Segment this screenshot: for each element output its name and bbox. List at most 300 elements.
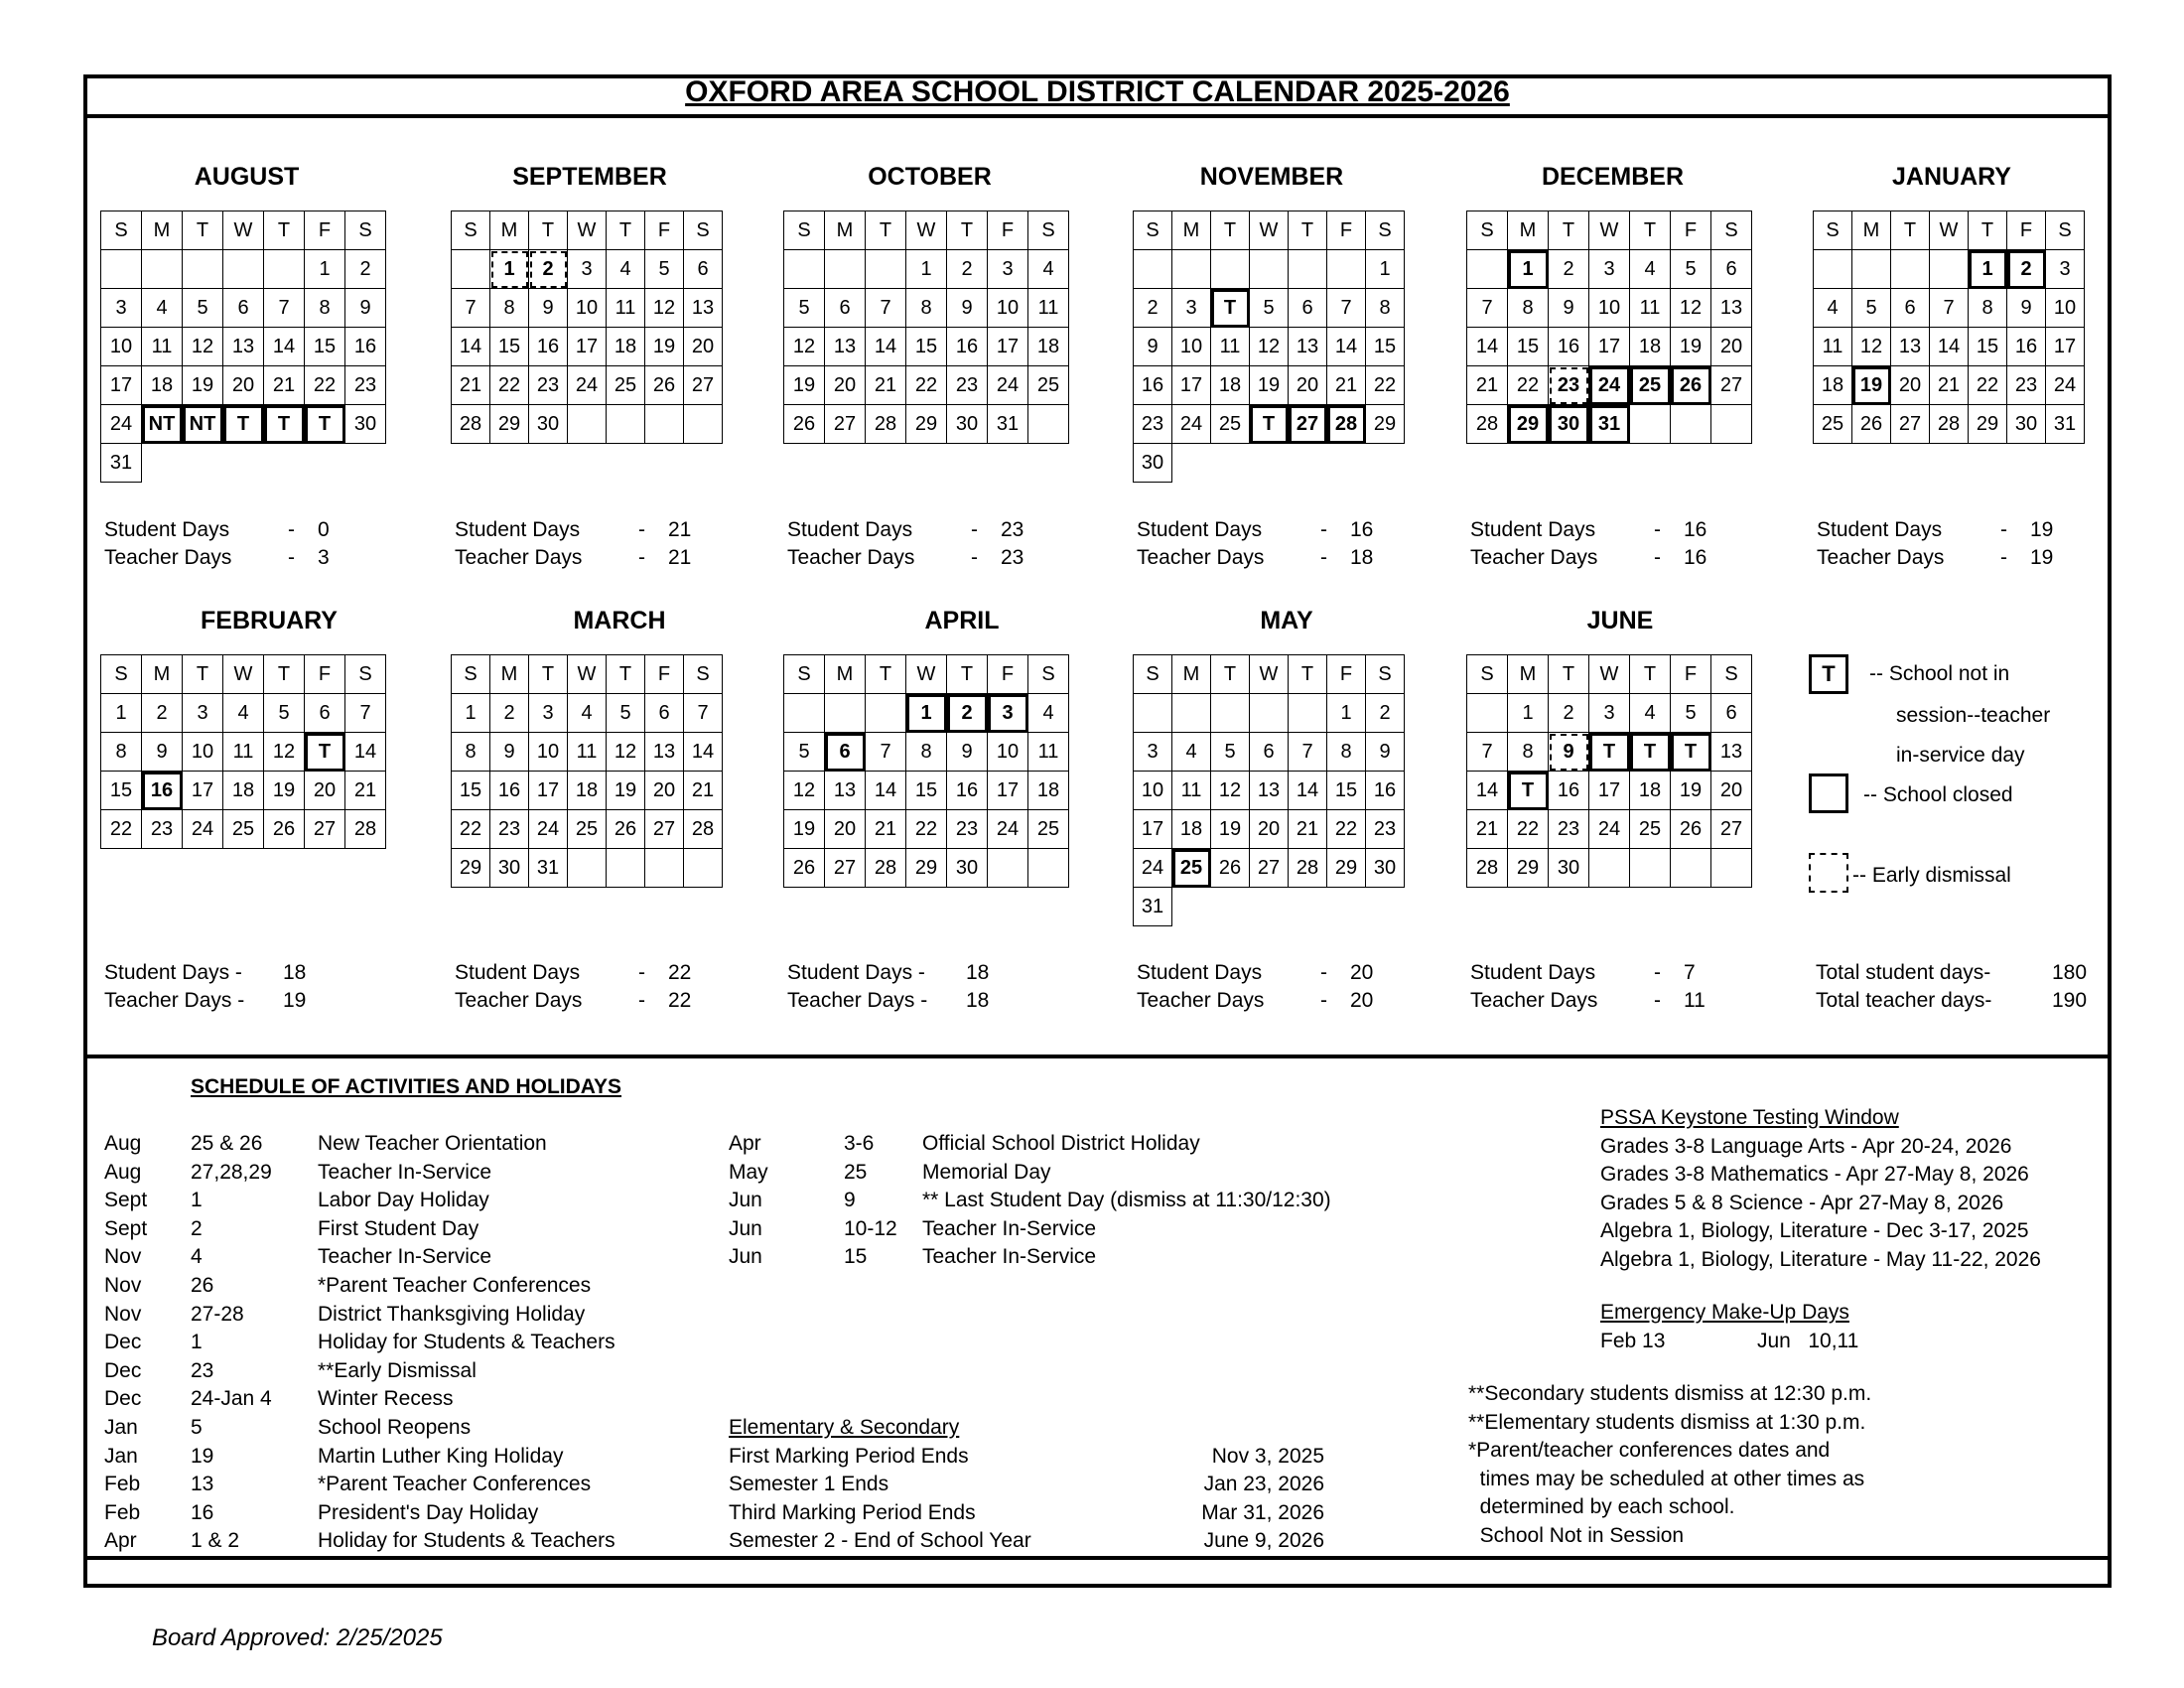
marking-label: Third Marking Period Ends (729, 1500, 976, 1524)
weekday-header: T (264, 655, 305, 694)
day-cell: 7 (684, 694, 723, 733)
teacher-days-label: Teacher Days (787, 546, 915, 569)
day-cell: 1 (1508, 694, 1549, 733)
day-cell: 28 (1467, 405, 1508, 444)
student-days-value: 16 (1684, 518, 1707, 541)
legend-t-box: T (1809, 654, 1848, 694)
schedule-row (104, 1385, 700, 1414)
day-cell: 13 (825, 328, 866, 366)
schedule-month: Apr (104, 1529, 137, 1553)
day-cell: 31 (1589, 405, 1630, 444)
empty-cell (1930, 250, 1969, 289)
day-cell: 25 (223, 810, 264, 849)
day-cell: T (1250, 405, 1289, 444)
teacher-days-value: 20 (1350, 989, 1374, 1012)
day-cell: 13 (223, 328, 264, 366)
marking-date: Mar 31, 2026 (1201, 1500, 1324, 1524)
schedule-row (104, 1301, 700, 1330)
day-counts (787, 516, 1024, 572)
day-cell: 17 (1589, 772, 1630, 810)
schedule-event: President's Day Holiday (318, 1500, 539, 1524)
empty-cell (1327, 888, 1366, 926)
empty-cell (1028, 849, 1069, 888)
day-cell: T (1508, 772, 1549, 810)
day-cell: 24 (988, 366, 1028, 405)
total-student-label: Total student days- (1816, 961, 1991, 984)
day-cell: 24 (183, 810, 223, 849)
teacher-days-label: Teacher Days (1470, 989, 1598, 1012)
day-cell: 13 (1891, 328, 1930, 366)
day-cell: 23 (947, 366, 988, 405)
day-cell: 28 (1289, 849, 1327, 888)
day-cell: 5 (607, 694, 645, 733)
day-cell: 14 (684, 733, 723, 772)
day-cell: 19 (264, 772, 305, 810)
day-cell: 16 (2007, 328, 2046, 366)
student-days-value: 20 (1350, 961, 1374, 984)
day-cell: 9 (1134, 328, 1172, 366)
day-cell: 16 (1366, 772, 1405, 810)
schedule-event: First Student Day (318, 1216, 479, 1240)
day-cell: 11 (1630, 289, 1671, 328)
day-cell: 25 (1814, 405, 1852, 444)
day-cell: 21 (866, 366, 906, 405)
day-cell: 11 (1814, 328, 1852, 366)
day-cell: 19 (1671, 772, 1711, 810)
student-days-label: Student Days - (787, 961, 925, 984)
day-cell: 29 (1969, 405, 2007, 444)
day-cell: 23 (2007, 366, 2046, 405)
weekday-header: W (1589, 211, 1630, 250)
day-cell: 26 (264, 810, 305, 849)
empty-cell (183, 250, 223, 289)
weekday-header: T (183, 655, 223, 694)
day-cell: 12 (1211, 772, 1250, 810)
day-cell: 13 (684, 289, 723, 328)
day-cell: 31 (2046, 405, 2085, 444)
student-days-dash: - (288, 518, 295, 541)
schedule-date: 25 (844, 1160, 868, 1184)
day-cell: NT (183, 405, 223, 444)
empty-cell (1327, 250, 1366, 289)
weekday-header: W (906, 655, 947, 694)
day-cell: 23 (142, 810, 183, 849)
day-cell: 23 (529, 366, 568, 405)
day-cell: 22 (1969, 366, 2007, 405)
student-days-value: 18 (966, 961, 990, 984)
day-cell: 21 (452, 366, 490, 405)
empty-cell (1289, 694, 1327, 733)
day-cell: 20 (645, 772, 684, 810)
schedule-left (104, 1130, 700, 1556)
day-cell: 8 (1508, 289, 1549, 328)
day-cell: 10 (1172, 328, 1211, 366)
schedule-date: 23 (191, 1358, 214, 1382)
day-cell: 19 (784, 366, 825, 405)
day-cell: 5 (645, 250, 684, 289)
day-cell: 19 (1671, 328, 1711, 366)
day-cell: 26 (607, 810, 645, 849)
empty-cell (1589, 849, 1630, 888)
schedule-row (104, 1527, 700, 1556)
student-days-value: 18 (283, 961, 307, 984)
day-cell: 9 (490, 733, 529, 772)
day-cell: 28 (866, 405, 906, 444)
schedule-month: Sept (104, 1216, 148, 1240)
month-september (451, 163, 723, 444)
makeup-right: Jun 10,11 (1757, 1329, 1859, 1352)
day-cell: 7 (866, 289, 906, 328)
day-cell: 9 (529, 289, 568, 328)
divider (83, 1055, 2112, 1058)
day-counts (455, 959, 691, 1015)
day-cell: 7 (1467, 733, 1508, 772)
schedule-month: Nov (104, 1273, 142, 1297)
day-cell: 2 (1134, 289, 1172, 328)
weekday-header: S (452, 211, 490, 250)
student-days-dash: - (1320, 518, 1327, 541)
day-cell: 27 (1891, 405, 1930, 444)
day-cell: 3 (988, 250, 1028, 289)
day-cell: 2 (2007, 250, 2046, 289)
day-cell: 2 (1366, 694, 1405, 733)
teacher-days-dash: - (288, 546, 295, 569)
schedule-month: Jun (729, 1245, 762, 1269)
day-cell: 22 (305, 366, 345, 405)
weekday-header: T (183, 211, 223, 250)
day-cell: 30 (1366, 849, 1405, 888)
day-cell: 22 (1327, 810, 1366, 849)
day-cell: 25 (1630, 366, 1671, 405)
weekday-header: T (529, 655, 568, 694)
marking-label: First Marking Period Ends (729, 1444, 969, 1468)
empty-cell (988, 849, 1028, 888)
day-cell: T (1671, 733, 1711, 772)
day-cell: 20 (825, 810, 866, 849)
day-cell: 8 (452, 733, 490, 772)
schedule-date: 1 (191, 1331, 203, 1354)
day-cell: 7 (452, 289, 490, 328)
empty-cell (264, 250, 305, 289)
weekday-header: F (305, 211, 345, 250)
day-cell: 6 (305, 694, 345, 733)
empty-cell (142, 444, 183, 483)
day-cell: 18 (1630, 772, 1671, 810)
schedule-date: 2 (191, 1216, 203, 1240)
day-cell: 20 (684, 328, 723, 366)
day-cell: 29 (1508, 849, 1549, 888)
day-cell: 2 (345, 250, 386, 289)
day-cell: 11 (1028, 289, 1069, 328)
empty-cell (1852, 250, 1891, 289)
month-grid (1813, 211, 2085, 444)
student-days-value: 22 (668, 961, 692, 984)
day-cell: 12 (1250, 328, 1289, 366)
weekday-header: T (1969, 211, 2007, 250)
weekday-header: F (2007, 211, 2046, 250)
student-days-value: 16 (1350, 518, 1374, 541)
weekday-header: W (1589, 655, 1630, 694)
day-cell: 12 (784, 772, 825, 810)
day-cell: 5 (264, 694, 305, 733)
day-cell: 19 (183, 366, 223, 405)
day-cell: 19 (784, 810, 825, 849)
day-counts (104, 959, 306, 1015)
weekday-header: W (223, 211, 264, 250)
weekday-header: T (1549, 655, 1589, 694)
day-cell: 21 (1930, 366, 1969, 405)
day-cell: 18 (1028, 328, 1069, 366)
month-may (1133, 607, 1405, 926)
day-cell: 20 (1289, 366, 1327, 405)
empty-cell (223, 250, 264, 289)
day-cell: 29 (1366, 405, 1405, 444)
day-cell: 15 (452, 772, 490, 810)
teacher-days-label: Teacher Days (1137, 989, 1265, 1012)
weekday-header: T (947, 211, 988, 250)
empty-cell (223, 444, 264, 483)
schedule-row (104, 1499, 700, 1528)
day-cell: 2 (1549, 694, 1589, 733)
day-cell: 18 (1814, 366, 1852, 405)
month-grid (100, 211, 386, 483)
empty-cell (1028, 405, 1069, 444)
day-cell: 1 (906, 694, 947, 733)
day-cell: 27 (1711, 810, 1752, 849)
day-cell: 7 (345, 694, 386, 733)
day-cell: 8 (490, 289, 529, 328)
day-cell: 6 (1289, 289, 1327, 328)
weekday-header: F (988, 655, 1028, 694)
teacher-days-dash: - (971, 546, 978, 569)
day-cell: 28 (345, 810, 386, 849)
schedule-date: 26 (191, 1273, 214, 1297)
schedule-row (729, 1215, 1424, 1244)
day-cell: 7 (1467, 289, 1508, 328)
note-text: **Elementary students dismiss at 1:30 p.m. (1468, 1410, 1866, 1434)
day-cell: 1 (1366, 250, 1405, 289)
weekday-header: S (1028, 211, 1069, 250)
divider (83, 1556, 2112, 1560)
day-cell: 20 (1891, 366, 1930, 405)
day-cell: 3 (568, 250, 607, 289)
month-grid (783, 211, 1069, 444)
day-cell: 17 (988, 328, 1028, 366)
weekday-header: T (529, 211, 568, 250)
day-cell: 9 (1366, 733, 1405, 772)
day-cell: 1 (101, 694, 142, 733)
day-cell: 5 (1250, 289, 1289, 328)
schedule-row (104, 1471, 700, 1499)
day-cell: 11 (142, 328, 183, 366)
weekday-header: M (1508, 655, 1549, 694)
day-cell: T (1589, 733, 1630, 772)
schedule-date: 1 (191, 1189, 203, 1212)
day-cell: 26 (645, 366, 684, 405)
schedule-date: 13 (191, 1473, 214, 1496)
schedule-month: Jun (729, 1189, 762, 1212)
makeup-left: Feb 13 (1600, 1329, 1666, 1352)
day-cell: 3 (1589, 250, 1630, 289)
weekday-header: T (1549, 211, 1589, 250)
month-october (783, 163, 1069, 444)
day-cell: 21 (684, 772, 723, 810)
day-cell: 5 (183, 289, 223, 328)
day-cell: 25 (1028, 810, 1069, 849)
day-cell: 13 (1289, 328, 1327, 366)
day-cell: 25 (607, 366, 645, 405)
day-cell: 8 (1327, 733, 1366, 772)
weekday-header: W (568, 211, 607, 250)
legend-early: -- Early dismissal (1852, 864, 2011, 887)
day-cell: 17 (1172, 366, 1211, 405)
day-cell: 10 (529, 733, 568, 772)
empty-cell (1891, 250, 1930, 289)
day-cell: T (305, 405, 345, 444)
student-days-dash: - (1654, 961, 1661, 984)
day-cell: 28 (684, 810, 723, 849)
empty-cell (568, 849, 607, 888)
schedule-event: Winter Recess (318, 1387, 454, 1411)
empty-cell (866, 250, 906, 289)
day-cell: 21 (1327, 366, 1366, 405)
day-cell: T (1630, 733, 1671, 772)
day-cell: 15 (101, 772, 142, 810)
day-cell: 14 (264, 328, 305, 366)
weekday-header: S (684, 655, 723, 694)
weekday-header: W (568, 655, 607, 694)
day-cell: 8 (101, 733, 142, 772)
month-grid (451, 654, 723, 888)
schedule-row (104, 1159, 700, 1188)
empty-cell (1172, 888, 1211, 926)
day-cell: 14 (452, 328, 490, 366)
day-counts (1137, 959, 1373, 1015)
day-cell: 5 (784, 733, 825, 772)
day-cell: 12 (1852, 328, 1891, 366)
student-days-dash: - (638, 961, 645, 984)
note-text: times may be scheduled at other times as (1468, 1467, 1865, 1490)
day-cell: 2 (490, 694, 529, 733)
schedule-month: Nov (104, 1302, 142, 1326)
student-days-label: Student Days (1137, 961, 1263, 984)
day-cell: 10 (1134, 772, 1172, 810)
day-cell: 4 (1028, 694, 1069, 733)
day-cell: 19 (645, 328, 684, 366)
schedule-event: New Teacher Orientation (318, 1132, 547, 1155)
note-text: determined by each school. (1468, 1495, 1735, 1519)
day-cell: 7 (1289, 733, 1327, 772)
student-days-label: Student Days - (104, 961, 242, 984)
day-cell: 21 (264, 366, 305, 405)
teacher-days-value: 23 (1001, 546, 1024, 569)
schedule-event: Teacher In-Service (922, 1245, 1097, 1269)
day-cell: 17 (1134, 810, 1172, 849)
weekday-header: M (490, 211, 529, 250)
day-cell: 28 (452, 405, 490, 444)
day-counts (1137, 516, 1373, 572)
empty-cell (1467, 694, 1508, 733)
empty-cell (1366, 444, 1405, 483)
day-cell: 24 (101, 405, 142, 444)
teacher-days-label: Teacher Days (104, 546, 232, 569)
day-cell: 27 (645, 810, 684, 849)
pssa-text: Algebra 1, Biology, Literature - Dec 3-17, 2025 (1600, 1219, 2029, 1243)
weekday-header: S (1366, 211, 1405, 250)
schedule-event: Holiday for Students & Teachers (318, 1331, 615, 1354)
month-grid (1466, 654, 1752, 888)
student-days-value: 7 (1684, 961, 1696, 984)
legend-not-in-session: -- School not in (1869, 662, 2010, 685)
month-march (451, 607, 723, 888)
teacher-days-value: 18 (966, 989, 990, 1012)
month-grid (783, 654, 1069, 888)
day-cell: 15 (490, 328, 529, 366)
day-cell: 22 (906, 810, 947, 849)
day-cell: 17 (183, 772, 223, 810)
schedule-row (729, 1130, 1424, 1159)
teacher-days-dash: - (638, 989, 645, 1012)
day-cell: 25 (1630, 810, 1671, 849)
day-cell: 15 (1508, 328, 1549, 366)
legend-closed-box (1809, 774, 1848, 813)
marking-date: Nov 3, 2025 (1211, 1444, 1324, 1468)
day-cell: 4 (1028, 250, 1069, 289)
empty-cell (101, 250, 142, 289)
day-cell: 8 (1508, 733, 1549, 772)
weekday-header: M (1172, 211, 1211, 250)
weekday-header: M (1172, 655, 1211, 694)
marking-label: Semester 1 Ends (729, 1473, 889, 1496)
day-cell: 18 (1630, 328, 1671, 366)
empty-cell (825, 694, 866, 733)
day-cell: 27 (825, 405, 866, 444)
weekday-header: T (1211, 655, 1250, 694)
day-cell: 3 (183, 694, 223, 733)
day-cell: 30 (1134, 444, 1172, 483)
day-cell: 4 (223, 694, 264, 733)
empty-cell (345, 444, 386, 483)
schedule-event: District Thanksgiving Holiday (318, 1302, 586, 1326)
student-days-dash: - (638, 518, 645, 541)
empty-cell (1289, 444, 1327, 483)
weekday-header: T (607, 655, 645, 694)
schedule-event: Teacher In-Service (922, 1216, 1097, 1240)
day-cell: 29 (906, 849, 947, 888)
teacher-days-label: Teacher Days - (104, 989, 245, 1012)
day-cell: 6 (1711, 250, 1752, 289)
day-cell: 17 (568, 328, 607, 366)
note-text: *Parent/teacher conferences dates and (1468, 1439, 1831, 1463)
schedule-date: 4 (191, 1245, 203, 1269)
schedule-month: Feb (104, 1473, 141, 1496)
day-cell: 1 (305, 250, 345, 289)
empty-cell (142, 250, 183, 289)
weekday-header: M (1508, 211, 1549, 250)
schedule-row (104, 1272, 700, 1301)
day-cell: 18 (1028, 772, 1069, 810)
weekday-header: M (1852, 211, 1891, 250)
day-cell: 5 (1671, 694, 1711, 733)
day-cell: 29 (1327, 849, 1366, 888)
teacher-days-value: 16 (1684, 546, 1707, 569)
day-cell: 11 (1211, 328, 1250, 366)
day-cell: 15 (305, 328, 345, 366)
legend-closed: -- School closed (1863, 783, 2013, 806)
day-cell: 5 (784, 289, 825, 328)
day-cell: 4 (142, 289, 183, 328)
day-cell: 16 (142, 772, 183, 810)
